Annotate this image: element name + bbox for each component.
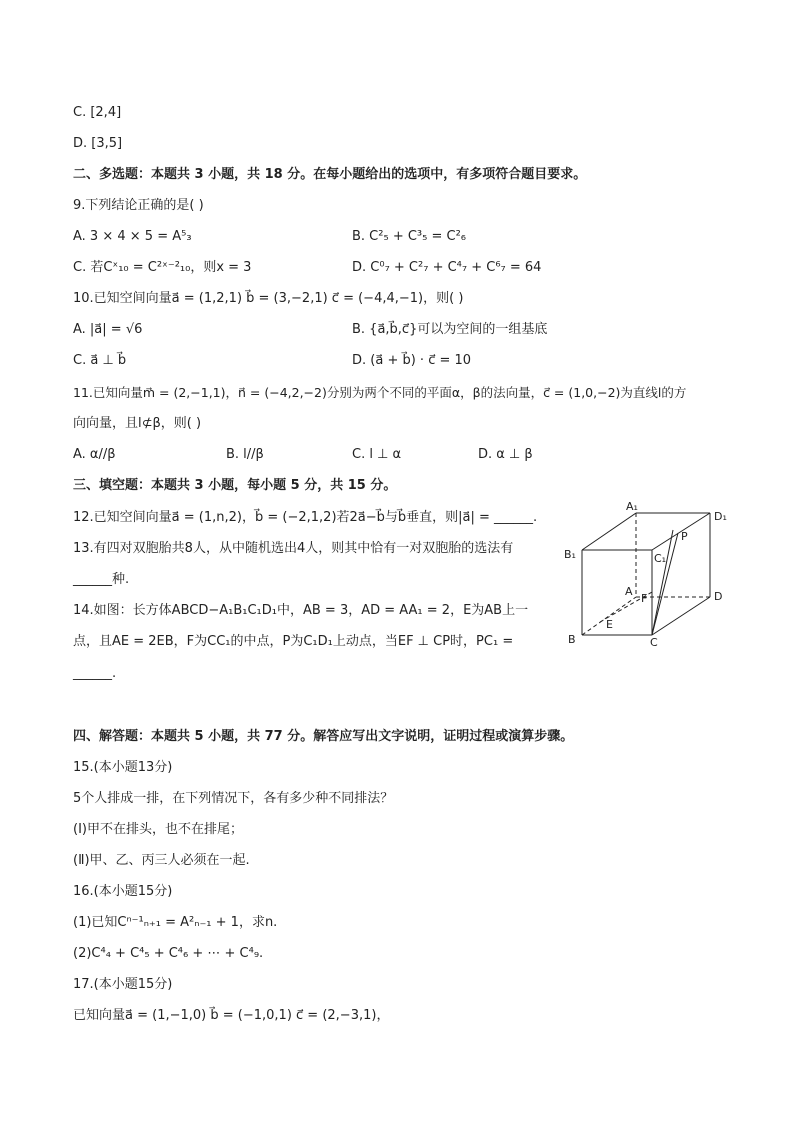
label-e: E [606, 618, 613, 631]
q10-option-b: B. {a⃗,b⃗,c⃗}可以为空间的一组基底 [352, 322, 548, 337]
question-17: 17.(本小题15分) [73, 977, 173, 992]
question-11-line-2: 向向量，且l⊄β，则( ) [73, 416, 202, 431]
question-17-body: 已知向量a⃗ = (1,−1,0) b⃗ = (−1,0,1) c⃗ = (2,−3,1)， [73, 1008, 390, 1023]
label-d: D [714, 590, 723, 603]
question-13-line-1: 13.有四对双胞胎共8人，从中随机选出4人，则其中恰有一对双胞胎的选法有 [73, 541, 514, 556]
label-c: C [650, 636, 658, 649]
question-9: 9.下列结论正确的是( ) [73, 198, 204, 213]
label-a1: A₁ [626, 500, 638, 513]
option-d: D. [3,5] [73, 136, 123, 151]
q9-option-d: D. C⁰₇ + C²₇ + C⁴₇ + C⁶₇ = 64 [352, 260, 542, 275]
question-15-part-2: (Ⅱ)甲、乙、丙三人必须在一起. [73, 853, 250, 868]
question-10: 10.已知空间向量a⃗ = (1,2,1) b⃗ = (3,−2,1) c⃗ = (−4,4,−1)，则( ) [73, 291, 464, 306]
question-14-line-1: 14.如图：长方体ABCD−A₁B₁C₁D₁中，AB = 3，AD = AA₁ = 2，E为AB上一 [73, 603, 529, 618]
q10-option-a: A. |a⃗| = √6 [73, 322, 143, 337]
q11-option-c: C. l ⊥ α [352, 447, 402, 462]
question-13-line-2: ______种. [73, 572, 130, 587]
question-15-body: 5个人排成一排，在下列情况下，各有多少种不同排法？ [73, 791, 394, 806]
label-b1: B₁ [564, 548, 576, 561]
segment-cp [652, 533, 678, 635]
question-14-line-2: 点，且AE = 2EB，F为CC₁的中点，P为C₁D₁上动点，当EF ⊥ CP时，PC₁ = [73, 634, 514, 649]
question-16-part-1: (1)已知Cⁿ⁻¹ₙ₊₁ = A²ₙ₋₁ + 1，求n. [73, 915, 278, 930]
q11-option-a: A. α//β [73, 447, 116, 462]
question-16: 16.(本小题15分) [73, 884, 173, 899]
q9-option-c: C. 若Cˣ₁₀ = C²ˣ⁻²₁₀，则x = 3 [73, 260, 252, 275]
edge-b1a1 [582, 513, 636, 550]
q10-option-d: D. (a⃗ + b⃗) · c⃗ = 10 [352, 353, 472, 368]
section-2-heading: 二、多选题：本题共 3 小题，共 18 分。在每小题给出的选项中，有多项符合题目要求。 [73, 167, 587, 182]
label-f: F [641, 592, 648, 605]
question-11-line-1: 11.已知向量m⃗ = (2,−1,1)，n⃗ = (−4,2,−2)分别为两个不同的平面α，β的法向量，c⃗ = (1,0,−2)为直线l的方 [73, 385, 687, 400]
q9-option-a: A. 3 × 4 × 5 = A⁵₃ [73, 229, 192, 244]
q10-option-c: C. a⃗ ⊥ b⃗ [73, 353, 127, 368]
question-12: 12.已知空间向量a⃗ = (1,n,2)，b⃗ = (−2,1,2)若2a⃗−b⃗与b⃗垂直，则|a⃗| = ______. [73, 510, 538, 525]
q11-option-b: B. l//β [226, 447, 264, 462]
option-c: C. [2,4] [73, 105, 122, 120]
label-d1: D₁ [714, 510, 727, 523]
question-14-line-3: ______. [73, 666, 117, 681]
segment-cp-2 [652, 530, 673, 635]
label-a: A [625, 585, 633, 598]
label-b: B [568, 633, 576, 646]
label-p: P [681, 530, 688, 543]
label-c1: C₁ [654, 552, 667, 565]
question-16-part-2: (2)C⁴₄ + C⁴₅ + C⁴₆ + ⋯ + C⁴₉. [73, 946, 264, 961]
cuboid-figure [560, 500, 740, 650]
section-3-heading: 三、填空题：本题共 3 小题，每小题 5 分，共 15 分。 [73, 478, 397, 493]
q9-option-b: B. C²₅ + C³₅ = C²₆ [352, 229, 466, 244]
q11-option-d: D. α ⊥ β [478, 447, 533, 462]
section-4-heading: 四、解答题：本题共 5 小题，共 77 分。解答应写出文字说明，证明过程或演算步骤。 [73, 729, 574, 744]
question-15: 15.(本小题13分) [73, 760, 173, 775]
question-15-part-1: (Ⅰ)甲不在排头，也不在排尾； [73, 822, 243, 837]
